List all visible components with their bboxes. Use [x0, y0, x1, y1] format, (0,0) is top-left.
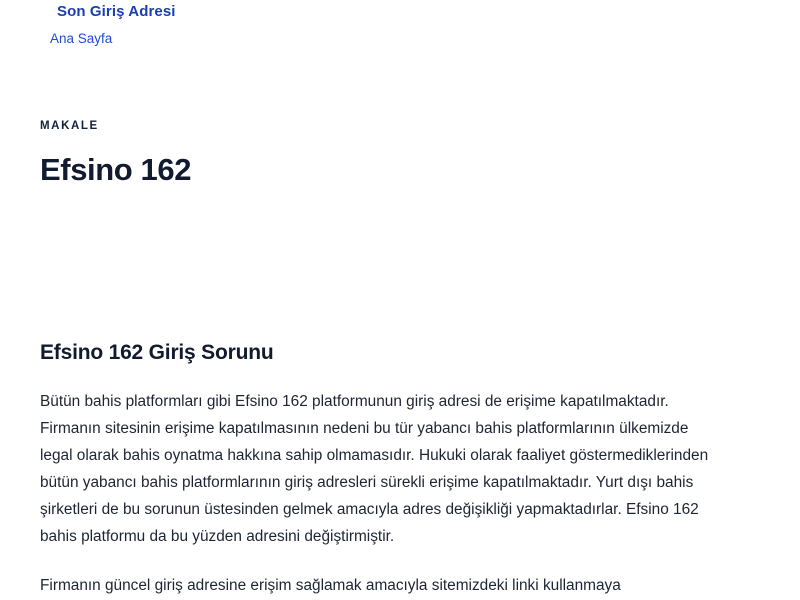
article-kicker: MAKALE: [40, 120, 99, 132]
article-paragraph: Bütün bahis platformları gibi Efsino 162 platformunun giriş adresi de erişime kapatılmaktadır. Firmanın sitesinin erişime kapatılmasının nedeni bu tür yabancı bahis platformlarının ülkemizde legal olarak bahis oynatma hakkına sahip olmamasıdır. Hukuki olarak faaliyet göstermediklerinden bütün yabancı bahis platformlarının giriş adresleri sürekli erişime kapatılmaktadır. Yurt dışı bahis şirketleri de bu sorunun üstesinden gelmek amacıyla adres değişikliği yapmaktadırlar. Efsino 162 bahis platformu da bu yüzden adresini değiştirmiştir.: [40, 393, 709, 545]
breadcrumb: [40, 30, 760, 48]
article: [0, 120, 800, 599]
site-title: Son Giriş Adresi: [57, 3, 176, 20]
breadcrumb-item-home[interactable]: Ana Sayfa: [50, 31, 113, 46]
page-title: Efsino 162: [40, 152, 192, 187]
article-paragraph: Firmanın güncel giriş adresine erişim sağlamak amacıyla sitemizdeki linki kullanmaya: [40, 577, 621, 594]
section-heading: Efsino 162 Giriş Sorunu: [40, 341, 274, 364]
top-navigation: [0, 0, 800, 48]
